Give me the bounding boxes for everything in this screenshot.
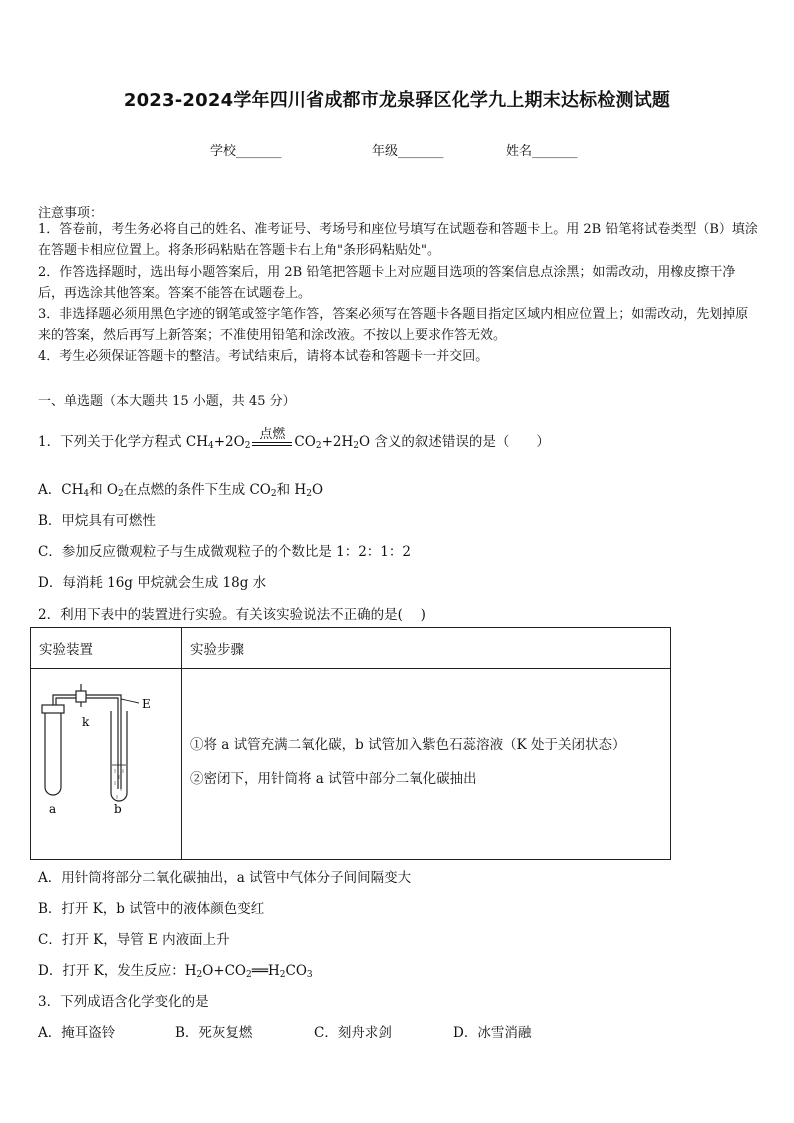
clamp-k xyxy=(76,691,86,702)
question-1-stem: 1．下列关于化学方程式 $CH_4+2O_2$ 点燃 $CO_2+2H_2O$ 含义的叙述错误的是（ ） xyxy=(38,427,550,451)
note-item-1: 1．答卷前，考生务必将自己的姓名、准考证号、考场号和座位号填写在试题卷和答题卡上。用 2B 铅笔将试卷类型（B）填涂在答题卡相应位置上。将条形码粘贴在答题卡右上角"条形码粘贴处"。 xyxy=(38,222,758,258)
q3-option-c: C．刻舟求剑 xyxy=(314,1025,392,1041)
name-field: 姓名_______ xyxy=(506,144,578,159)
q3-option-a: A．掩耳盗铃 xyxy=(38,1025,116,1041)
grade-field: 年级_______ xyxy=(372,144,444,159)
note-item-3: 3．非选择题必须用黑色字迹的钢笔或签字笔作答，答案必须写在答题卡各题目指定区域内相应位置上；如需改动，先划掉原来的答案，然后再写上新答案；不准使用铅笔和涂改液。不按以上要求作答无效。 xyxy=(38,307,749,343)
note-item-4: 4．考生必须保证答题卡的整洁。考试结束后，请将本试卷和答题卡一并交回。 xyxy=(38,349,489,364)
note-item-2: 2．作答选择题时，选出每小题答案后，用 2B 铅笔把答题卡上对应题目选项的答案信息点涂黑；如需改动，用橡皮擦干净后，再选涂其他答案。答案不能答在试题卷上。 xyxy=(38,265,736,301)
step-2: ②密闭下，用针筒将 a 试管中部分二氧化碳抽出 xyxy=(190,771,477,787)
table-header-apparatus: 实验装置 xyxy=(31,628,182,669)
q3-option-d: D．冰雪消融 xyxy=(453,1025,532,1041)
q3-option-b: B．死灰复燃 xyxy=(175,1025,253,1041)
label-a: a xyxy=(49,802,57,816)
q1-option-d: D．每消耗 16g 甲烷就会生成 18g 水 xyxy=(38,575,267,591)
apparatus-diagram xyxy=(31,669,181,855)
table-header-steps: 实验步骤 xyxy=(182,628,671,669)
q1-option-c: C．参加反应微观粒子与生成微观粒子的个数比是 1：2：1：2 xyxy=(38,544,411,560)
apparatus-cell xyxy=(31,669,182,860)
school-field: 学校_______ xyxy=(210,144,282,159)
q2-option-b: B．打开 K，b 试管中的液体颜色变红 xyxy=(38,901,265,917)
q2-option-c: C．打开 K，导管 E 内液面上升 xyxy=(38,932,230,948)
steps-cell xyxy=(182,669,671,860)
reaction-condition: 点燃 xyxy=(252,440,292,446)
question-2-stem: 2．利用下表中的装置进行实验。有关该实验说法不正确的是( ) xyxy=(38,607,426,623)
q1-option-a: A．$CH_4$和 $O_2$在点燃的条件下生成 $CO_2$和 $H_2O$ xyxy=(38,482,324,499)
q2-option-a: A．用针筒将部分二氧化碳抽出，a 试管中气体分子间间隔变大 xyxy=(38,870,412,886)
q2-option-d: D．打开 K，发生反应：$H_2O+CO_2══H_2CO_3$ xyxy=(38,963,313,980)
label-b: b xyxy=(114,802,122,816)
q1-option-b: B．甲烷具有可燃性 xyxy=(38,513,156,529)
step-1: ①将 a 试管充满二氧化碳，b 试管加入紫色石蕊溶液（K 处于关闭状态） xyxy=(190,737,626,753)
label-k: k xyxy=(82,715,90,729)
question-3-stem: 3．下列成语含化学变化的是 xyxy=(38,994,209,1010)
page-title: 2023-2024学年四川省成都市龙泉驿区化学九上期末达标检测试题 xyxy=(123,90,671,111)
section-heading: 一、单选题（本大题共 15 小题，共 45 分） xyxy=(38,394,296,409)
notes-heading: 注意事项： xyxy=(38,206,104,221)
stopper-a xyxy=(42,705,64,713)
experiment-table xyxy=(30,627,671,860)
label-e: E xyxy=(142,697,151,711)
